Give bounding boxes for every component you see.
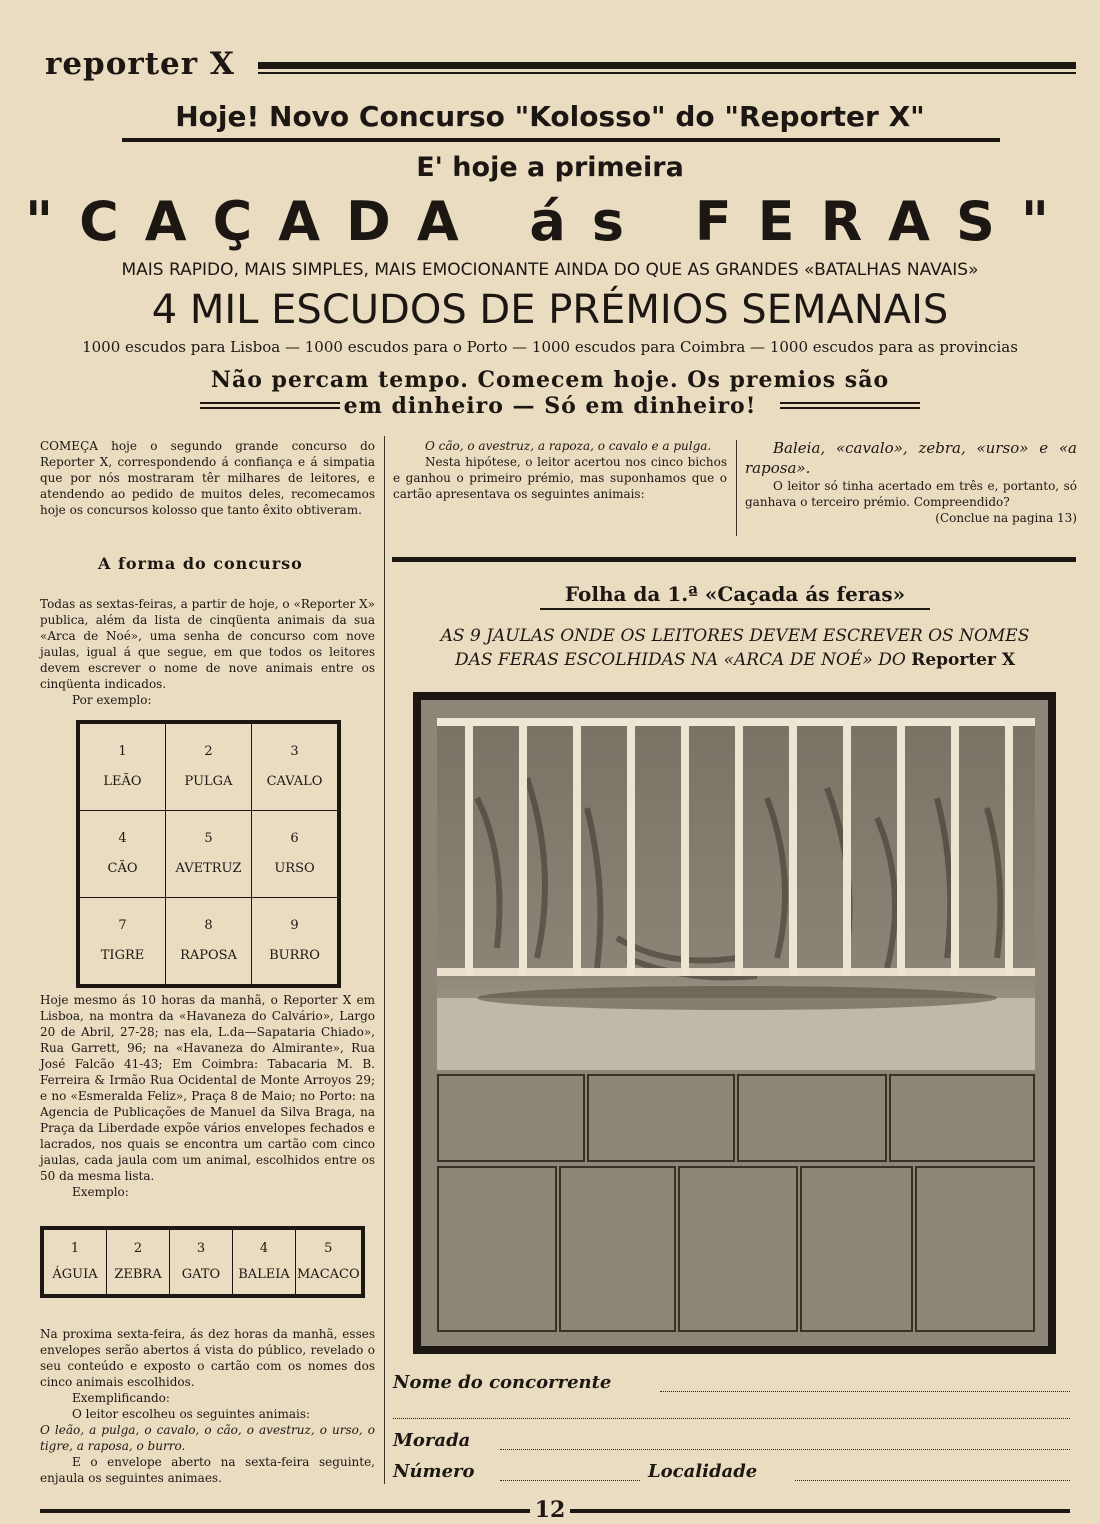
col1-para4-list: O leão, a pulga, o cavalo, o cão, o avestruz, o urso, o tigre, a raposa, o burro.: [40, 1423, 375, 1453]
cage-cell-2[interactable]: [587, 1074, 735, 1162]
row-cell-animal: MACACO: [297, 1267, 360, 1282]
grid-cell: [166, 811, 252, 898]
masthead-rule-thick: [258, 62, 1076, 69]
column-separator: [384, 436, 385, 1484]
cage-cell-9[interactable]: [915, 1166, 1035, 1332]
col2: [393, 438, 727, 502]
headline-first: E' hoje a primeira: [416, 152, 684, 183]
folha-top-rule: [392, 557, 1076, 562]
folha-title: Folha da 1.ª «Caçada ás feras»: [564, 582, 906, 606]
form-address-line[interactable]: [500, 1449, 1070, 1450]
col1-para2-text: Hoje mesmo ás 10 horas da manhã, o Reporter X em Lisboa, na montra da «Havaneza do Calvário», Largo 20 de Abril, 27-28; nas ela, L.da—Sapataria Chiado», Rua Garrett, 96; na «Havaneza do Almirante», Rua José Falcão 41-43; Em Coimbra: Tabacaria M. B. Ferreira & Irmão Rua Ocidental de Monte Arroyos 29; e no «Esmeralda Feliz», Praça 8 de Maio; no Porto: na Agencia de Publicações de Manuel da Silva Braga, na Praça da Liberdade expõe vários envelopes fechados e lacrados, nos quais se encontra um cartão com cinco jaulas, cada jaula com um animal, escolhidos entre os 50 da mesma lista.: [40, 993, 375, 1183]
urgent-line-1: Não percam tempo. Comecem hoje. Os premios são: [210, 367, 890, 393]
col1-por-exemplo: Por exemplo:: [72, 693, 152, 707]
cage-cell-8[interactable]: [800, 1166, 913, 1332]
col1-para5: E o envelope aberto na sexta-feira seguinte, enjaula os seguintes animaes.: [40, 1455, 375, 1485]
folha-subtitle: [393, 624, 1077, 672]
row-cell-number: 3: [196, 1241, 206, 1256]
grid-cell-animal: TIGRE: [100, 948, 145, 963]
row-cell: [296, 1228, 363, 1296]
column-separator-2: [736, 440, 737, 536]
cage-cell-5[interactable]: [437, 1166, 557, 1332]
tiger-cage-image: [437, 718, 1035, 1070]
example-row-5: [40, 1226, 365, 1298]
folha-subtitle-line2: DAS FERAS ESCOLHIDAS NA «ARCA DE NOÉ» DO: [454, 650, 906, 670]
col1-exemplo: Exemplo:: [72, 1185, 129, 1199]
grid-cell-number: 5: [204, 831, 213, 846]
grid-cell: [78, 722, 166, 811]
row-cell-number: 2: [133, 1241, 143, 1256]
grid-cell: [252, 722, 340, 811]
col1-intro-text: COMEÇA hoje o segundo grande concurso do Reporter X, correspondendo á confiança e á simpatia que por nós mostraram têr milhares de leitores, e atendendo ao pedido de muitos deles, recomecamos hoje os concursos kolosso que tanto êxito obtiveram.: [40, 439, 375, 517]
row-cell: [107, 1228, 170, 1296]
cage-cell-1[interactable]: [437, 1074, 585, 1162]
footer-rule-left: [40, 1509, 530, 1513]
form-number-line[interactable]: [500, 1480, 640, 1481]
row-cell-animal: BALEIA: [238, 1267, 290, 1282]
folha-subtitle-brand: Reporter X: [911, 650, 1016, 670]
form-name-line-2[interactable]: [393, 1418, 1070, 1419]
form-name-label: Nome do concorrente: [393, 1372, 612, 1393]
grid-cell: [78, 811, 166, 898]
masthead: reporter X: [45, 46, 235, 82]
grid-cell-number: 2: [204, 744, 213, 759]
grid-cell-animal: AVETRUZ: [175, 861, 242, 876]
grid-cell: [252, 898, 340, 987]
form-locality-label: Localidade: [648, 1461, 758, 1482]
row-cell: [233, 1228, 296, 1296]
grid-cell: [166, 898, 252, 987]
cage-cell-6[interactable]: [559, 1166, 676, 1332]
row-cell-number: 5: [324, 1241, 333, 1256]
col3-text: O leitor só tinha acertado em três e, portanto, só ganhava o terceiro prémio. Compreendido?: [745, 479, 1077, 509]
row-cell-animal: ZEBRA: [114, 1267, 162, 1282]
row-cell-animal: ÁGUIA: [52, 1267, 98, 1282]
col2-text: Nesta hipótese, o leitor acertou nos cinco bichos e ganhou o primeiro prémio, mas suponhamos que o cartão apresentava os seguintes animais:: [393, 455, 727, 501]
col3-italic-list: Baleia, «cavalo», zebra, «urso» e «a raposa».: [745, 439, 1077, 477]
row-cell-number: 4: [259, 1241, 269, 1256]
col1-para3-text: Na proxima sexta-feira, ás dez horas da manhã, esses envelopes serão abertos á vista do público, revelado o seu conteúdo e exposto o cartão com os nomes dos cinco animais escolhidos.: [40, 1327, 375, 1389]
col1-para2: [40, 992, 375, 1200]
tiger-cage-photo: [437, 718, 1035, 1070]
grid-cell-animal: RAPOSA: [180, 948, 237, 963]
folha-subtitle-line1: AS 9 JAULAS ONDE OS LEITORES DEVEM ESCREVER OS NOMES: [440, 626, 1030, 646]
row-cell: [170, 1228, 233, 1296]
cage-cell-4[interactable]: [889, 1074, 1035, 1162]
col2-italic-list: O cão, o avestruz, a rapoza, o cavalo e a pulga.: [425, 439, 712, 453]
grid-cell: [78, 898, 166, 987]
masthead-rule-thin: [258, 72, 1076, 74]
footer-rule-right: [570, 1509, 1070, 1513]
row-cell: [42, 1228, 107, 1296]
col1-intro: [40, 438, 375, 518]
headline-contest: Hoje! Novo Concurso "Kolosso" do "Reporter X": [175, 100, 925, 133]
folha-title-underline: [540, 608, 930, 610]
grid-cell-number: 1: [118, 744, 127, 759]
form-locality-line[interactable]: [795, 1480, 1070, 1481]
row-cell-number: 1: [70, 1241, 80, 1256]
urgent-rule-right: [780, 402, 920, 404]
grid-cell-animal: PULGA: [184, 774, 233, 789]
col1-para1: [40, 596, 375, 708]
subheadline: MAIS RAPIDO, MAIS SIMPLES, MAIS EMOCIONANTE AINDA DO QUE AS GRANDES «BATALHAS NAVAIS»: [121, 260, 979, 280]
urgent-rule-right-2: [780, 407, 920, 409]
cage-cell-7[interactable]: [678, 1166, 798, 1332]
grid-cell: [166, 722, 252, 811]
col1-para1-text: Todas as sextas-feiras, a partir de hoje, o «Reporter X» publica, além da lista de cinqüenta animais da sua «Arca de Noé», uma senha de concurso com nove jaulas, igual á que segue, em que todos os leitores devem escrever o nome de nove animais entre os cinqüenta indicados.: [40, 597, 375, 691]
section-title: A forma do concurso: [98, 554, 303, 573]
grid-cell-number: 7: [118, 918, 127, 933]
grid-cell-animal: LEÃO: [103, 774, 142, 789]
col1-exemplificando: Exemplificando:: [72, 1391, 170, 1405]
page-number: 12: [534, 1497, 566, 1523]
grid-cell-number: 8: [204, 918, 213, 933]
col1-para3: [40, 1326, 375, 1486]
grid-cell-number: 9: [290, 918, 299, 933]
form-address-label: Morada: [393, 1430, 471, 1451]
grid-cell-number: 6: [290, 831, 299, 846]
grid-cell-animal: BURRO: [269, 948, 320, 963]
grid-cell-animal: URSO: [274, 861, 315, 876]
cage-cell-3[interactable]: [737, 1074, 887, 1162]
grid-cell: [252, 811, 340, 898]
headline-main: "CAÇADA ás FERAS": [25, 190, 1075, 253]
col3-continued: (Conclue na pagina 13): [935, 511, 1077, 525]
col3: [745, 438, 1077, 526]
headline-contest-underline: [122, 138, 1000, 142]
col1-para4: O leitor escolheu os seguintes animais:: [72, 1407, 311, 1421]
urgent-rule-left: [200, 402, 340, 404]
prizes-headline: 4 MIL ESCUDOS DE PRÉMIOS SEMANAIS: [151, 287, 949, 333]
grid-cell-animal: CÃO: [107, 861, 138, 876]
urgent-rule-left-2: [200, 407, 340, 409]
grid-cell-number: 3: [290, 744, 299, 759]
grid-cell-animal: CAVALO: [266, 774, 323, 789]
grid-cell-number: 4: [118, 831, 127, 846]
example-grid-9: [76, 720, 341, 988]
form-number-label: Número: [393, 1461, 475, 1482]
urgent-line-2: em dinheiro — Só em dinheiro!: [343, 393, 757, 419]
form-name-line[interactable]: [660, 1391, 1070, 1392]
row-cell-animal: GATO: [181, 1267, 221, 1282]
prizes-cities: 1000 escudos para Lisboa — 1000 escudos para o Porto — 1000 escudos para Coimbra — 1000 escudos para as provincias: [82, 338, 1018, 356]
